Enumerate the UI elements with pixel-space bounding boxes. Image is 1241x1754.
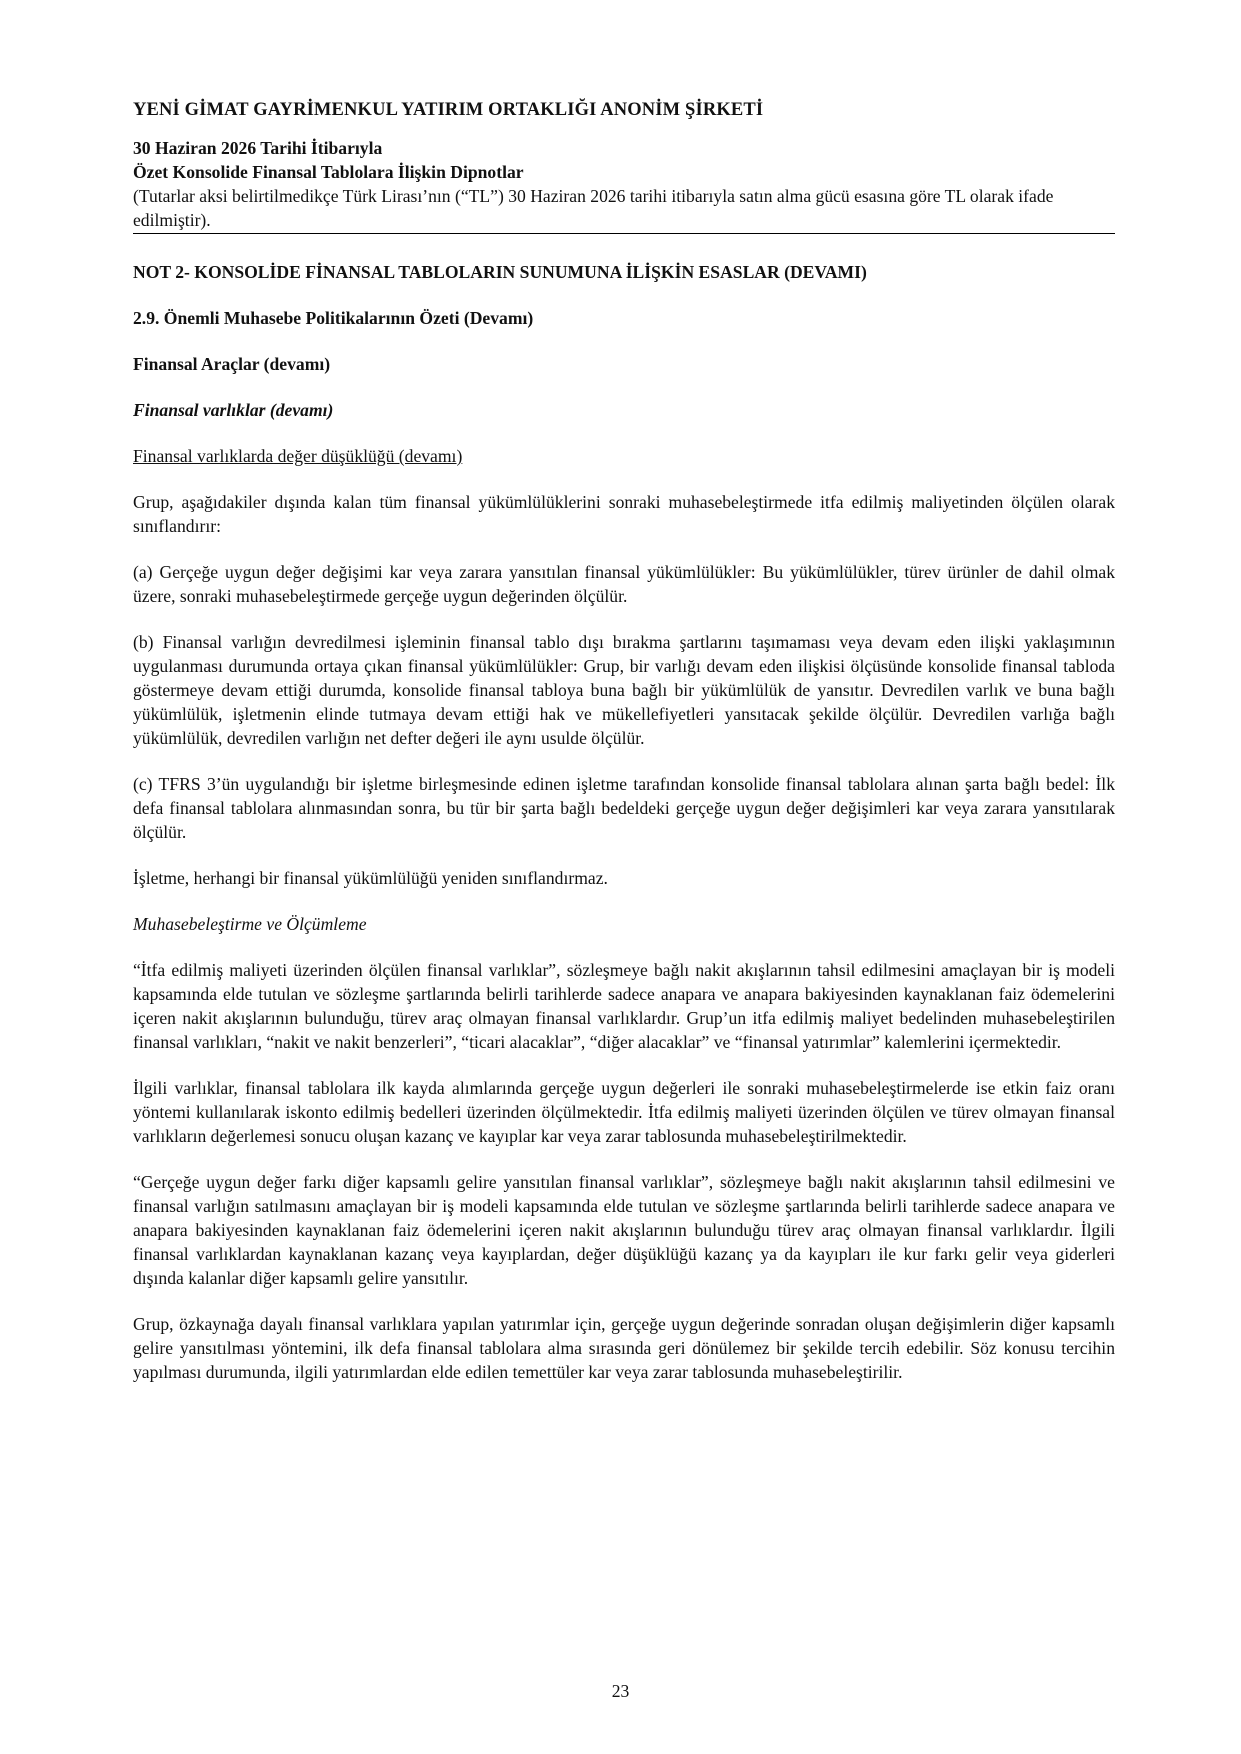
paragraph-item-b: (b) Finansal varlığın devredilmesi işleminin finansal tablo dışı bırakma şartlarını taşımaması veya devam eden ilişki yaklaşımının uygulanması durumunda ortaya çıkan finansal yükümlülükler: Grup, bir varlığı devam eden ilişkisi ölçüsünde konsolide finansal tabloda göstermeye devam ettiği durumda, konsolide finansal tabloya buna bağlı bir yükümlülük de yansıtır. Devredilen varlık ve buna bağlı yükümlülük, işletmenin elinde tutmaya devam ettiği hak ve mükellefiyetleri yansıtacak şekilde ölçülür. Devredilen varlığa bağlı yükümlülük, devredilen varlığın net defter değeri ile aynı usulde ölçülür. — [133, 632, 1115, 748]
section-heading: 2.9. Önemli Muhasebe Politikalarının Özeti (Devamı) — [133, 308, 534, 328]
sub-subsection-heading: Finansal varlıklar (devamı) — [133, 400, 334, 420]
header-divider — [133, 233, 1115, 234]
company-name: YENİ GİMAT GAYRİMENKUL YATIRIM ORTAKLIĞI ANONİM ŞİRKETİ — [133, 100, 764, 120]
paragraph-amortized-cost: “İtfa edilmiş maliyeti üzerinden ölçülen finansal varlıklar”, sözleşmeye bağlı nakit akışlarının tahsil edilmesini amaçlayan bir iş modeli kapsamında elde tutulan ve sözleşme şartlarında belirli tarihlerde sadece anapara ve anapara bakiyesinden kaynaklanan faiz ödemelerini içeren nakit akışlarının bulunduğu, türev araç olmayan finansal varlıklardır. Grup’un itfa edilmiş maliyet bedelinden muhasebeleştirilen finansal varlıkları, “nakit ve nakit benzerleri”, “ticari alacaklar”, “diğer alacaklar” ve “finansal yatırımlar” kalemlerini içermektedir. — [133, 960, 1115, 1052]
underlined-heading: Finansal varlıklarda değer düşüklüğü (devamı) — [133, 446, 463, 466]
paragraph-item-c: (c) TFRS 3’ün uygulandığı bir işletme birleşmesinde edinen işletme tarafından konsolide finansal tablolara alınan şarta bağlı bedel: İlk defa finansal tablolara alınmasından sonra, bu tür bir şarta bağlı bedeldeki gerçeğe uygun değer değişimleri kar veya zarara yansıtılarak ölçülür. — [133, 774, 1115, 842]
paragraph-intro: Grup, aşağıdakiler dışında kalan tüm finansal yükümlülüklerini sonraki muhasebeleştirmede itfa edilmiş maliyetinden ölçülen olarak sınıflandırır: — [133, 492, 1115, 536]
page-content — [133, 98, 1115, 1384]
paragraph-item-a: (a) Gerçeğe uygun değer değişimi kar veya zarara yansıtılan finansal yükümlülükler: Bu yükümlülükler, türev ürünler de dahil olmak üzere, sonraki muhasebeleştirmede gerçeğe uygun değerinden ölçülür. — [133, 562, 1115, 606]
report-subtitle: Özet Konsolide Finansal Tablolara İlişkin Dipnotlar — [133, 162, 524, 182]
note-title: NOT 2- KONSOLİDE FİNANSAL TABLOLARIN SUNUMUNA İLİŞKİN ESASLAR (DEVAMI) — [133, 262, 867, 282]
paragraph-fvoci: “Gerçeğe uygun değer farkı diğer kapsamlı gelire yansıtılan finansal varlıklar”, sözleşmeye bağlı nakit akışlarının tahsil edilmesini ve finansal varlığın satılmasını amaçlayan bir iş modeli kapsamında elde tutulan ve sözleşme şartlarında belirli tarihlerde sadece anapara ve anapara bakiyesinden kaynaklanan faiz ödemelerini içeren nakit akışlarının bulunduğu türev araç olmayan finansal varlıklardır. İlgili finansal varlıklardan kaynaklanan kazanç veya kayıplardan, değer düşüklüğü kazanç ya da kayıpları ile kur farkı gelir veya giderleri dışında kalanlar diğer kapsamlı gelire yansıtılır. — [133, 1172, 1115, 1288]
page-number: 23 — [611, 1681, 630, 1701]
paragraph-measurement: İlgili varlıklar, finansal tablolara ilk kayda alımlarında gerçeğe uygun değerleri ile sonraki muhasebeleştirmelerde ise etkin faiz oranı yöntemi kullanılarak iskonto edilmiş bedelleri üzerinden ölçülmektedir. İtfa edilmiş maliyeti üzerinden ölçülen ve türev olmayan finansal varlıkların değerlemesi sonucu oluşan kazanç ve kayıplar kar veya zarar tablosunda muhasebeleştirilmektedir. — [133, 1078, 1115, 1146]
subsection-heading: Finansal Araçlar (devamı) — [133, 354, 331, 374]
report-date: 30 Haziran 2026 Tarihi İtibarıyla — [133, 138, 383, 158]
currency-note: (Tutarlar aksi belirtilmedikçe Türk Lirası’nın (“TL”) 30 Haziran 2026 tarihi itibarıyla satın alma gücü esasına göre TL olarak ifade edilmiştir). — [133, 186, 1054, 230]
paragraph-equity-investments: Grup, özkaynağa dayalı finansal varlıklara yapılan yatırımlar için, gerçeğe uygun değerinde sonradan oluşan değişimlerin diğer kapsamlı gelire yansıtılması yöntemini, ilk defa finansal tablolara alma sırasında geri dönülemez bir şekilde tercih edebilir. Söz konusu tercihin yapılması durumunda, ilgili yatırımlardan elde edilen temettüler kar veya zarar tablosunda muhasebeleştirilir. — [133, 1314, 1115, 1382]
paragraph-reclassification: İşletme, herhangi bir finansal yükümlülüğü yeniden sınıflandırmaz. — [133, 868, 608, 888]
italic-heading: Muhasebeleştirme ve Ölçümleme — [133, 914, 367, 934]
